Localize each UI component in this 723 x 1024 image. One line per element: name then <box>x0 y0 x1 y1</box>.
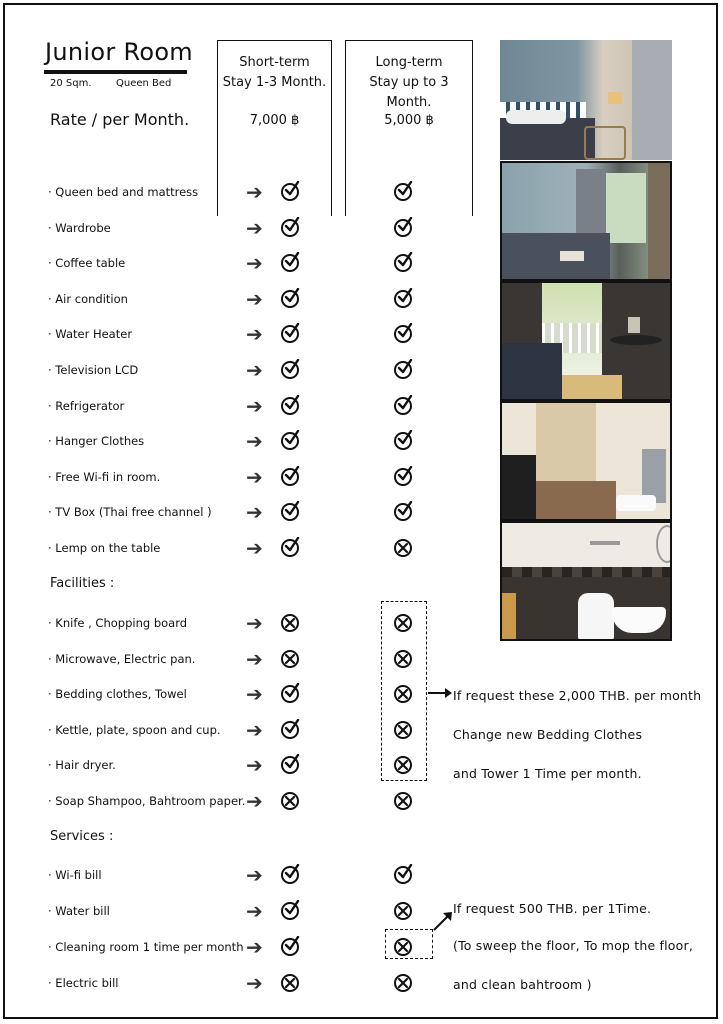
facilities-note-arrow <box>427 686 453 700</box>
amenity-long-term-check-icon <box>394 503 412 521</box>
service-long-term-cross-icon <box>394 974 412 992</box>
facility-label: · Knife , Chopping board <box>48 616 188 630</box>
facilities-note-line1: If request these 2,000 THB. per month <box>453 688 702 703</box>
services-note-line2: (To sweep the floor, To mop the floor, <box>453 938 694 953</box>
service-arrow-icon: ➔ <box>246 899 263 923</box>
amenity-label: · TV Box (Thai free channel ) <box>48 505 212 519</box>
amenity-arrow-icon: ➔ <box>246 251 263 275</box>
amenity-label: · Wardrobe <box>48 221 111 235</box>
service-long-term-check-icon <box>394 866 412 884</box>
room-size: 20 Sqm. <box>50 78 92 89</box>
facility-short-term-check-icon <box>281 721 299 739</box>
facility-label: · Hair dryer. <box>48 758 116 772</box>
amenity-long-term-cross-icon <box>394 539 412 557</box>
amenity-short-term-check-icon <box>281 219 299 237</box>
rate-label: Rate / per Month. <box>50 110 190 129</box>
amenity-short-term-check-icon <box>281 432 299 450</box>
facility-long-term-cross-icon <box>394 792 412 810</box>
amenity-label: · Refrigerator <box>48 399 125 413</box>
facility-arrow-icon: ➔ <box>246 647 263 671</box>
service-arrow-icon: ➔ <box>246 863 263 887</box>
amenity-label: · Coffee table <box>48 256 126 270</box>
bed-type: Queen Bed <box>116 78 172 89</box>
service-arrow-icon: ➔ <box>246 971 263 995</box>
amenity-arrow-icon: ➔ <box>246 287 263 311</box>
facility-arrow-icon: ➔ <box>246 611 263 635</box>
service-label: · Water bill <box>48 904 110 918</box>
facility-short-term-check-icon <box>281 685 299 703</box>
hallway-photo <box>500 401 672 521</box>
services-heading: Services : <box>50 829 114 844</box>
services-note-line1: If request 500 THB. per 1Time. <box>453 901 652 916</box>
amenity-long-term-check-icon <box>394 290 412 308</box>
amenity-long-term-check-icon <box>394 254 412 272</box>
long-term-header <box>346 53 472 113</box>
facilities-heading: Facilities : <box>50 576 115 591</box>
facility-arrow-icon: ➔ <box>246 682 263 706</box>
amenity-arrow-icon: ➔ <box>246 500 263 524</box>
amenity-short-term-check-icon <box>281 254 299 272</box>
amenity-short-term-check-icon <box>281 183 299 201</box>
service-short-term-check-icon <box>281 866 299 884</box>
amenity-label: · Free Wi-fi in room. <box>48 470 161 484</box>
service-label: · Wi-fi bill <box>48 868 102 882</box>
amenity-label: · Lemp on the table <box>48 541 161 555</box>
facility-short-term-cross-icon <box>281 650 299 668</box>
facility-label: · Microwave, Electric pan. <box>48 652 196 666</box>
bedroom-photo-2 <box>500 161 672 281</box>
amenity-arrow-icon: ➔ <box>246 465 263 489</box>
service-label: · Cleaning room 1 time per month <box>48 940 244 954</box>
facility-label: · Bedding clothes, Towel <box>48 687 187 701</box>
short-term-column <box>217 40 332 216</box>
facility-arrow-icon: ➔ <box>246 753 263 777</box>
service-short-term-cross-icon <box>281 974 299 992</box>
amenity-long-term-check-icon <box>394 468 412 486</box>
amenity-short-term-check-icon <box>281 468 299 486</box>
facility-short-term-cross-icon <box>281 792 299 810</box>
amenity-short-term-check-icon <box>281 397 299 415</box>
amenity-arrow-icon: ➔ <box>246 429 263 453</box>
cleaning-optional-box <box>385 929 433 959</box>
facility-short-term-cross-icon <box>281 614 299 632</box>
long-term-price: 5,000 ฿ <box>384 113 434 128</box>
services-note-line3: and clean bahtroom ) <box>453 977 592 992</box>
facility-label: · Soap Shampoo, Bahtroom paper. <box>48 794 246 808</box>
amenity-long-term-check-icon <box>394 432 412 450</box>
service-label: · Electric bill <box>48 976 119 990</box>
long-term-title: Long-term <box>375 55 443 70</box>
long-term-stay: Stay up to 3 Month. <box>369 75 449 110</box>
facilities-note-line3: and Tower 1 Time per month. <box>453 766 642 781</box>
bathroom-photo <box>500 521 672 641</box>
facility-short-term-check-icon <box>281 756 299 774</box>
amenity-long-term-check-icon <box>394 361 412 379</box>
amenity-arrow-icon: ➔ <box>246 536 263 560</box>
amenity-arrow-icon: ➔ <box>246 358 263 382</box>
amenity-label: · Hanger Clothes <box>48 434 145 448</box>
room-title: Junior Room <box>45 38 193 66</box>
amenity-arrow-icon: ➔ <box>246 322 263 346</box>
service-short-term-check-icon <box>281 902 299 920</box>
facility-arrow-icon: ➔ <box>246 789 263 813</box>
amenity-label: · Television LCD <box>48 363 139 377</box>
amenity-label: · Water Heater <box>48 327 133 341</box>
services-note-arrow <box>432 910 454 932</box>
amenity-long-term-check-icon <box>394 183 412 201</box>
short-term-title: Short-term <box>239 55 310 70</box>
amenity-label: · Queen bed and mattress <box>48 185 199 199</box>
facilities-note-line2: Change new Bedding Clothes <box>453 727 643 742</box>
short-term-price: 7,000 ฿ <box>249 113 300 128</box>
amenity-short-term-check-icon <box>281 539 299 557</box>
amenity-short-term-check-icon <box>281 361 299 379</box>
bedroom-photo-1 <box>500 40 672 160</box>
title-underline <box>44 70 187 74</box>
amenity-short-term-check-icon <box>281 290 299 308</box>
amenity-arrow-icon: ➔ <box>246 180 263 204</box>
amenity-long-term-check-icon <box>394 219 412 237</box>
facility-arrow-icon: ➔ <box>246 718 263 742</box>
service-long-term-cross-icon <box>394 902 412 920</box>
amenity-arrow-icon: ➔ <box>246 394 263 418</box>
short-term-header <box>218 53 331 93</box>
balcony-photo <box>500 281 672 401</box>
facility-label: · Kettle, plate, spoon and cup. <box>48 723 221 737</box>
amenity-short-term-check-icon <box>281 503 299 521</box>
amenity-long-term-check-icon <box>394 325 412 343</box>
short-term-stay: Stay 1-3 Month. <box>222 75 327 90</box>
service-arrow-icon: ➔ <box>246 935 263 959</box>
amenity-long-term-check-icon <box>394 397 412 415</box>
service-short-term-check-icon <box>281 938 299 956</box>
facilities-optional-box <box>381 601 427 781</box>
amenity-arrow-icon: ➔ <box>246 216 263 240</box>
amenity-label: · Air condition <box>48 292 128 306</box>
amenity-short-term-check-icon <box>281 325 299 343</box>
